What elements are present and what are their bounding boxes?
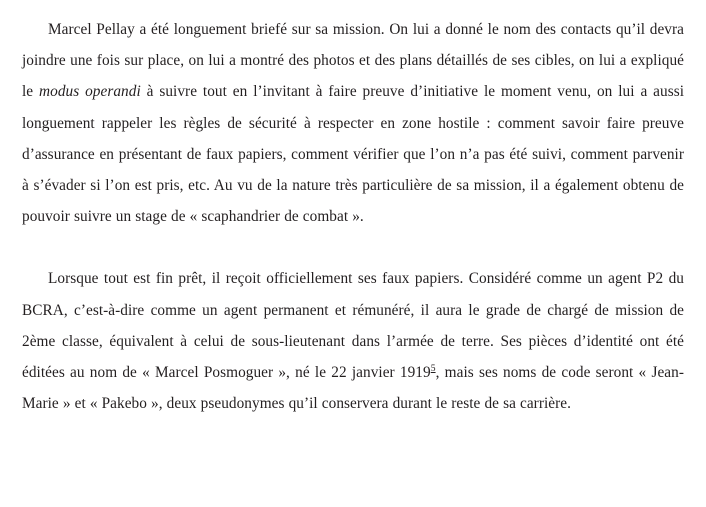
footnote-reference[interactable]: 5 [430,362,436,374]
paragraph-false-papers: Lorsque tout est fin prêt, il reçoit officiellement ses faux papiers. Considéré comme un agent P2 du BCRA, c’est-à-dire comme un agent permanent et rémunéré, il aura le grade de chargé de mission de 2ème classe, équivalent à celui de sous-lieutenant dans l’armée de terre. Ses pièces d’identité ont été éditées au nom de « Marcel Posmoguer », né le 22 janvier 1919$^5$, mais ses noms de code seront « Jean-Marie » et « Pakebo », deux pseudonymes qu’il conservera durant le reste de sa carrière. [22,270,684,413]
italic-phrase: modus operandi [39,83,141,101]
paragraph-briefing: Marcel Pellay a été longuement briefé sur sa mission. On lui a donné le nom des contacts qu’il devra joindre une fois sur place, on lui a montré des photos et des plans détaillés de ses cibles, on lui a expliqué le modus operandi à suivre tout en l’invitant à faire preuve d’initiative le moment venu, on lui a aussi longuement rappeler les règles de sécurité à respecter en zone hostile : comment savoir faire preuve d’assurance en présentant de faux papiers, comment vérifier que l’on n’a pas été suivi, comment parvenir à s’évader si l’on est pris, etc. Au vu de la nature très particulière de sa mission, il a également obtenu de pouvoir suivre un stage de « scaphandrier de combat ». [22,21,685,226]
